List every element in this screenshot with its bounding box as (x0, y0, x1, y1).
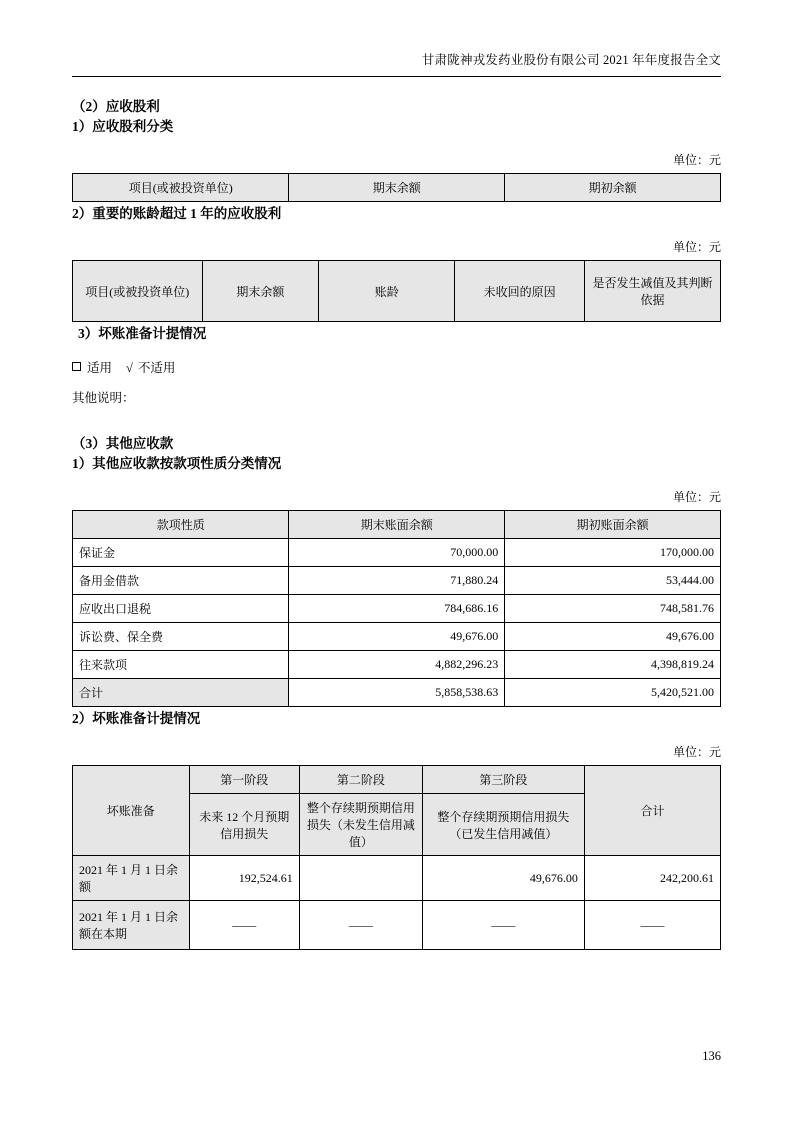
subsection-title-bad-debt-provision-2: 2）坏账准备计提情况 (72, 711, 201, 726)
col-subheader-stage-1: 未来 12 个月预期信用损失 (189, 794, 299, 856)
col-header-reason: 未收回的原因 (455, 261, 585, 322)
cell-stage-1: —— (189, 901, 299, 950)
table-row (73, 623, 721, 651)
unit-label-1: 单位：元 (672, 153, 721, 167)
col-header-stage-3: 第三阶段 (422, 766, 584, 794)
cell-row-label: 2021 年 1 月 1 日余额在本期 (73, 901, 190, 950)
cell-total: 242,200.61 (584, 856, 720, 901)
cell-ending: 70,000.00 (289, 539, 505, 567)
cell-total-label: 合计 (73, 679, 289, 707)
table-dividends-classification (72, 173, 721, 202)
check-icon: √ (126, 361, 133, 375)
col-header-beginning-balance: 期初余额 (505, 174, 721, 202)
table-row (73, 856, 721, 901)
cell-nature: 应收出口退税 (73, 595, 289, 623)
table-row (73, 595, 721, 623)
col-header-stage-2: 第二阶段 (299, 766, 422, 794)
cell-nature: 备用金借款 (73, 567, 289, 595)
applicable-label: 适用 (87, 361, 113, 375)
cell-total: —— (584, 901, 720, 950)
cell-stage-3: —— (422, 901, 584, 950)
table-header-row (73, 174, 721, 202)
section-title-dividends-receivable: （2）应收股利 (72, 99, 160, 114)
table-header-row (73, 511, 721, 539)
cell-total-beginning: 5,420,521.00 (505, 679, 721, 707)
cell-ending: 4,882,296.23 (289, 651, 505, 679)
col-header-impairment-judgement: 是否发生减值及其判断依据 (584, 261, 720, 322)
col-header-ending-book-balance: 期末账面余额 (289, 511, 505, 539)
col-header-total: 合计 (584, 766, 720, 856)
col-header-aging: 账龄 (319, 261, 455, 322)
section-title-other-receivables: （3）其他应收款 (72, 436, 174, 451)
cell-beginning: 170,000.00 (505, 539, 721, 567)
table-total-row (73, 679, 721, 707)
table-row (73, 901, 721, 950)
col-header-nature: 款项性质 (73, 511, 289, 539)
col-header-beginning-book-balance: 期初账面余额 (505, 511, 721, 539)
page-content (72, 77, 721, 950)
unit-label-3: 单位：元 (672, 490, 721, 504)
col-header-item: 项目(或被投资单位) (73, 174, 289, 202)
cell-ending: 71,880.24 (289, 567, 505, 595)
table-row (73, 539, 721, 567)
cell-total-ending: 5,858,538.63 (289, 679, 505, 707)
col-header-item: 项目(或被投资单位) (73, 261, 203, 322)
table-other-receivables-by-nature (72, 510, 721, 707)
cell-stage-1: 192,524.61 (189, 856, 299, 901)
unit-label-2: 单位：元 (672, 240, 721, 254)
col-subheader-stage-2: 整个存续期预期信用损失（未发生信用减值） (299, 794, 422, 856)
cell-stage-2: —— (299, 901, 422, 950)
cell-nature: 往来款项 (73, 651, 289, 679)
checkbox-icon[interactable] (72, 362, 81, 371)
table-header-row-stages (73, 766, 721, 794)
cell-ending: 49,676.00 (289, 623, 505, 651)
col-header-ending-balance: 期末余额 (289, 174, 505, 202)
not-applicable-label: 不适用 (137, 361, 176, 375)
cell-nature: 诉讼费、保全费 (73, 623, 289, 651)
cell-stage-3: 49,676.00 (422, 856, 584, 901)
cell-beginning: 4,398,819.24 (505, 651, 721, 679)
table-header-row (73, 261, 721, 322)
table-row (73, 651, 721, 679)
unit-label-4: 单位：元 (672, 745, 721, 759)
cell-beginning: 748,581.76 (505, 595, 721, 623)
subsection-title-dividends-classification: 1）应收股利分类 (72, 119, 174, 134)
page-number: 136 (702, 1049, 721, 1063)
cell-nature: 保证金 (73, 539, 289, 567)
cell-stage-2 (299, 856, 422, 901)
subsection-title-other-receivables-by-nature: 1）其他应收款按款项性质分类情况 (72, 456, 282, 471)
col-subheader-stage-3: 整个存续期预期信用损失（已发生信用减值） (422, 794, 584, 856)
subsection-title-bad-debt-provision-1: 3）坏账准备计提情况 (78, 326, 207, 341)
other-note-label: 其他说明： (72, 391, 135, 405)
page-header (72, 0, 721, 68)
table-dividends-aging (72, 260, 721, 322)
cell-ending: 784,686.16 (289, 595, 505, 623)
table-bad-debt-provision (72, 765, 721, 950)
subsection-title-dividends-aging: 2）重要的账龄超过 1 年的应收股利 (72, 206, 282, 221)
col-header-ending-balance: 期末余额 (202, 261, 319, 322)
col-header-stage-1: 第一阶段 (189, 766, 299, 794)
applicability-line (72, 358, 721, 376)
cell-beginning: 53,444.00 (505, 567, 721, 595)
corner-label-bad-debt: 坏账准备 (73, 766, 190, 856)
cell-beginning: 49,676.00 (505, 623, 721, 651)
running-title: 甘肃陇神戎发药业股份有限公司 2021 年年度报告全文 (421, 53, 721, 67)
cell-row-label: 2021 年 1 月 1 日余额 (73, 856, 190, 901)
table-row (73, 567, 721, 595)
